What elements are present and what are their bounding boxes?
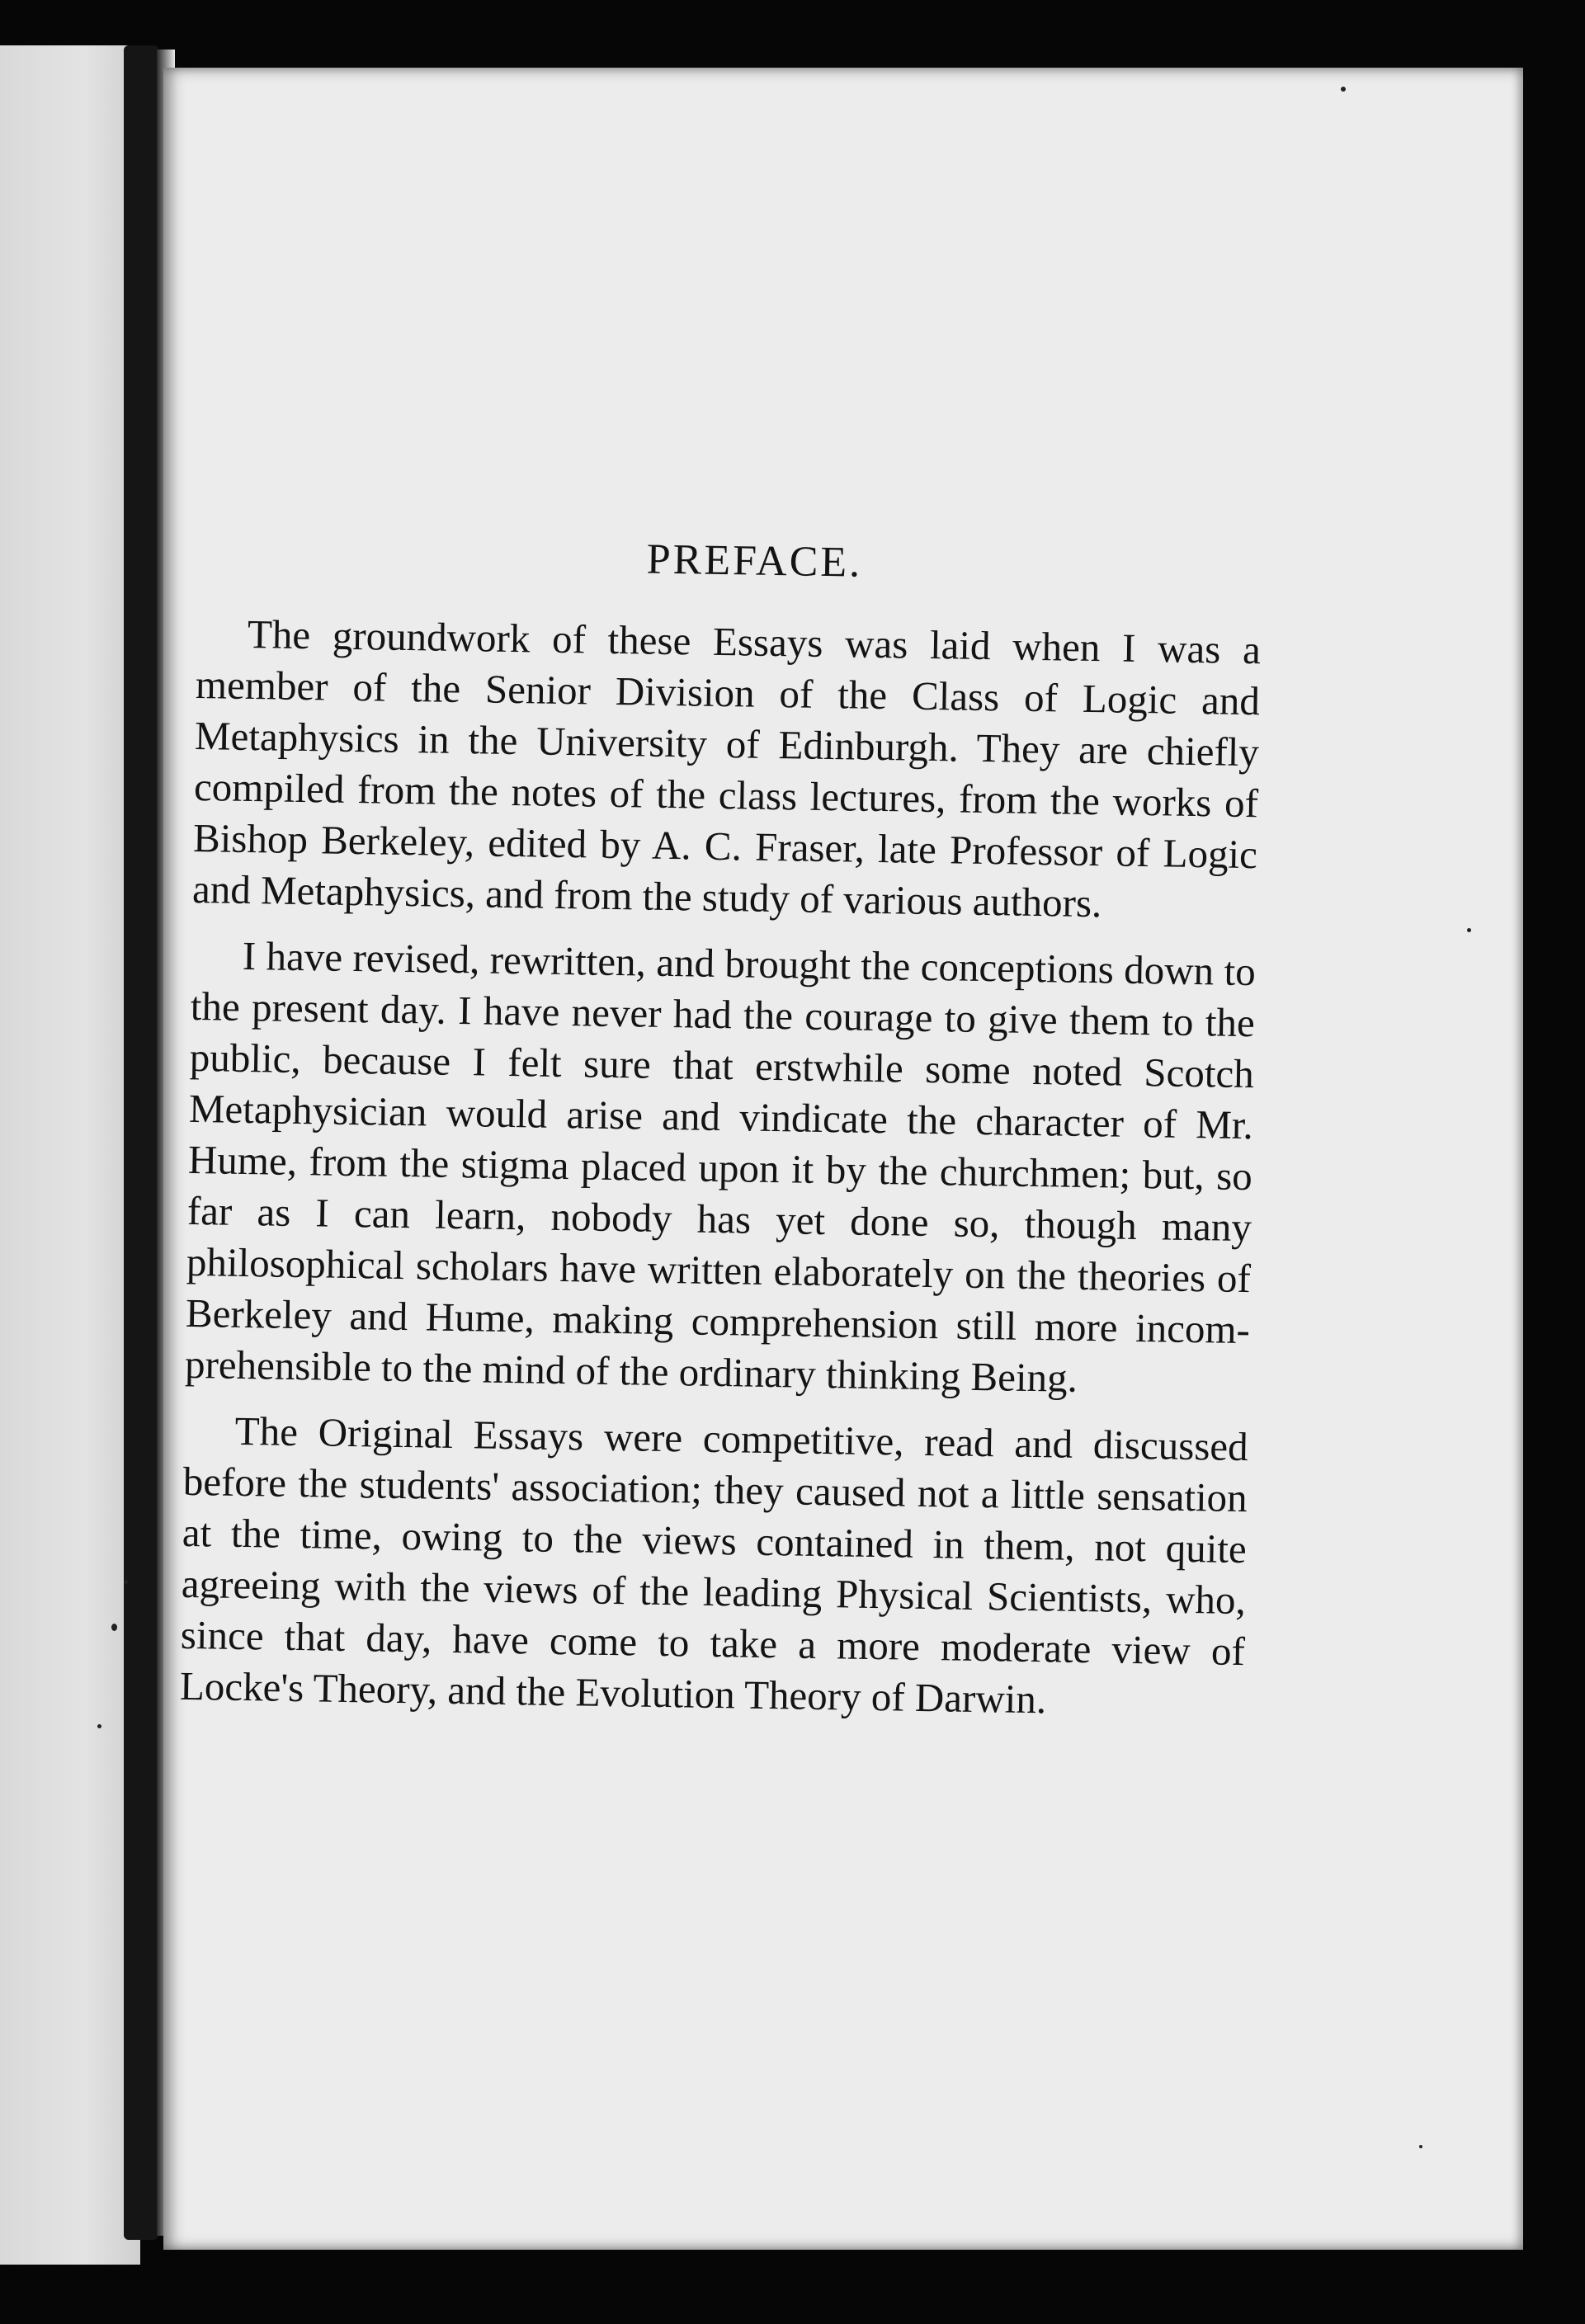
dust-speck xyxy=(97,1724,101,1728)
dust-speck xyxy=(124,1580,128,1584)
page-heading: PREFACE. xyxy=(646,535,863,587)
dust-speck xyxy=(1467,928,1471,932)
paragraph-3: The Original Essays were competitive, read and discussed before the students' association; they caused not a little sensation at the time, owing to the views contained in them, not quite agreeing with the views of the leading Physical Scientists, who, since that day, have come to take a more moderate view of Locke's Theory, and the Evolution Theory of Darwin. xyxy=(179,1407,1249,1723)
preface-text-block xyxy=(179,528,1262,1743)
dust-speck xyxy=(111,1624,117,1631)
dust-speck xyxy=(1419,2145,1422,2148)
paragraph-1: The groundwork of these Essays was laid when I was a member of the Senior Division of the Class of Logic and Metaphysics in the University of Edinburgh. They are chiefly compiled from the notes of the class lectures, from the works of Bishop Berkeley, edited by A. C. Fraser, late Professor of Logic and Metaphysics, and from the study of various authors. xyxy=(191,610,1262,926)
left-page-edge xyxy=(0,45,140,2265)
paragraph-2: I have revised, rewritten, and brought the conceptions down to the present day. I have never had the courage to give them to the public, because I felt sure that erstwhile some noted Scotch Metaphysician would arise and vindicate the character of Mr. Hume, from the stigma placed upon it by the churchmen; but, so far as I can learn, nobody has yet done so, though many philosophical scholars have written elaborately on the theories of Berkeley and Hume, making comprehension still more incomprehensible to the mind of the ordinary thinking Being. xyxy=(184,932,1257,1401)
book-spine xyxy=(124,45,158,2240)
dust-speck xyxy=(1341,87,1346,92)
